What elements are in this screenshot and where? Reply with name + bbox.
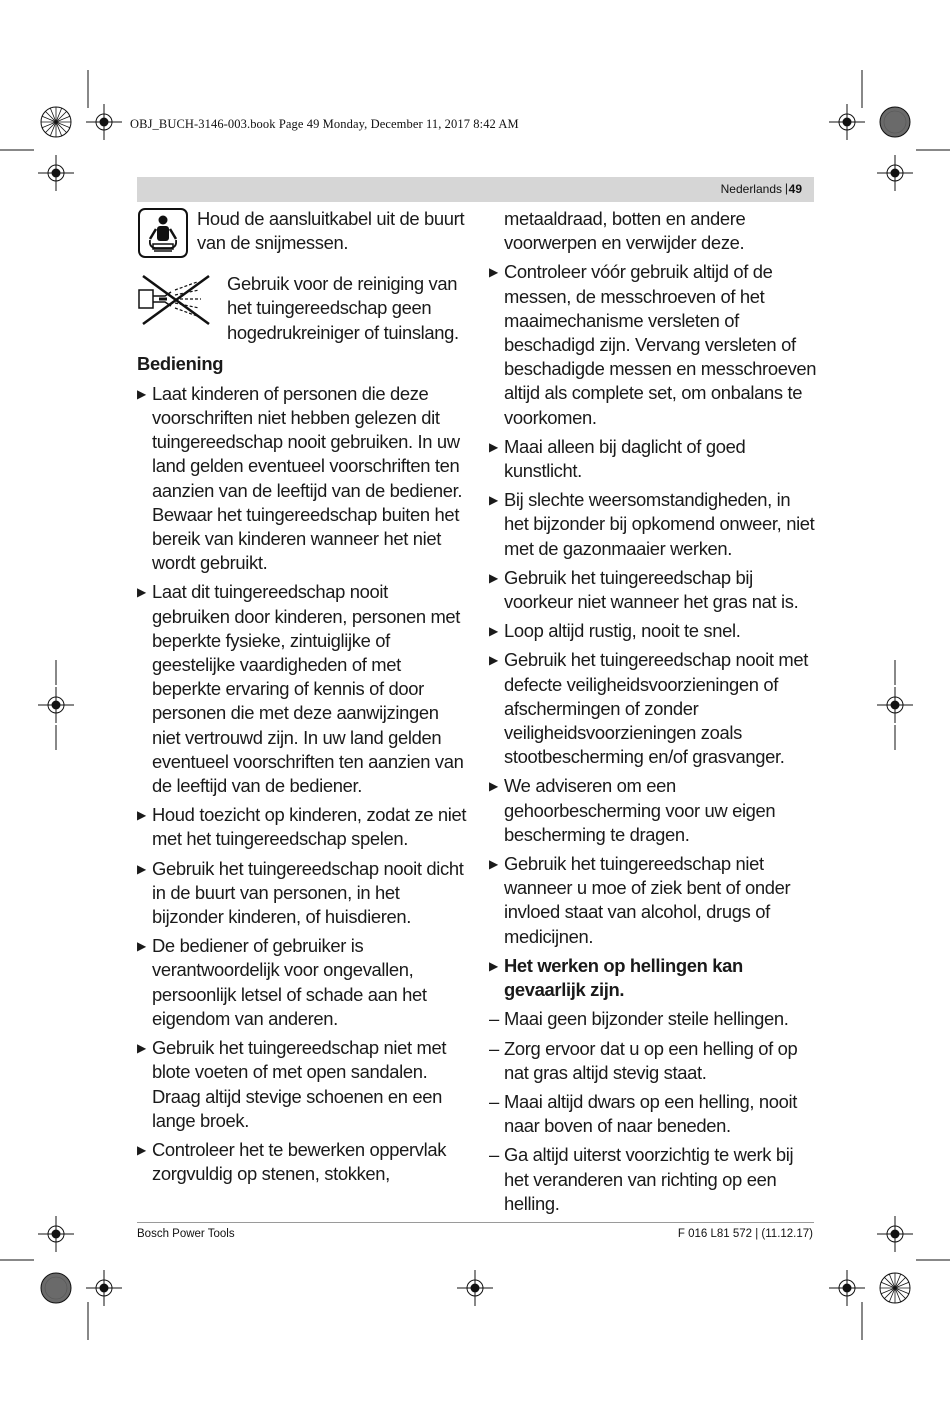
icon-note-text: Gebruik voor de reiniging van het tuingereedschap geen hogedrukreiniger of tuinslang. <box>227 273 459 343</box>
bullet-arrow-icon: ▶ <box>137 939 146 954</box>
bullet-arrow-icon: ▶ <box>137 1041 146 1056</box>
left-column <box>137 207 467 1191</box>
bullet-arrow-icon: ▶ <box>489 624 498 639</box>
list-item: ▶ Gebruik het tuingereedschap nooit met defecte veiligheidsvoorzieningen of afschermingen of zonder veiligheidsvoorzieningen zoals stootbescherming en/of grasvanger. <box>489 649 808 768</box>
header-language: Nederlands <box>720 182 782 196</box>
dash-marker: – <box>489 1090 499 1112</box>
list-item: ▶ De bediener of gebruiker is verantwoordelijk voor ongevallen, persoonlijk letsel of schade aan het eigendom van anderen. <box>137 935 427 1029</box>
footer-doc-number: F 016 L81 572 | (11.12.17) <box>677 1228 813 1240</box>
dash-marker: – <box>489 1144 499 1166</box>
bullet-arrow-icon: ▶ <box>489 857 498 872</box>
bullet-arrow-icon: ▶ <box>489 570 498 585</box>
dash-item: – Zorg ervoor dat u op een helling of op nat gras altijd stevig staat. <box>489 1037 798 1083</box>
page-number: 49 <box>788 182 802 196</box>
footer-rule <box>137 1222 814 1223</box>
list-item: ▶ Laat dit tuingereedschap nooit gebruiken door kinderen, personen met beperkte fysieke, zintuiglijke of geestelijke vaardigheden of met beperkte ervaring of kennis of door personen die met deze aanwijzingen niet vertrouwd zijn. In uw land gelden eventueel voorschriften ten aanzien van de leeftijd van de bediener. <box>137 581 464 797</box>
list-item-continuation: metaaldraad, botten en andere voorwerpen en verwijder deze. <box>504 208 746 254</box>
bullet-arrow-icon: ▶ <box>137 808 146 823</box>
right-column <box>489 207 819 1221</box>
icon-note-text: Houd de aansluitkabel uit de buurt van de snijmessen. <box>197 208 465 254</box>
bullet-arrow-icon: ▶ <box>489 265 498 280</box>
dash-marker: – <box>489 1008 499 1030</box>
print-header: OBJ_BUCH-3146-003.book Page 49 Monday, December 11, 2017 8:42 AM <box>130 117 519 131</box>
list-item: ▶ Gebruik het tuingereedschap bij voorkeur niet wanneer het gras nat is. <box>489 566 799 613</box>
bullet-arrow-icon: ▶ <box>489 958 498 973</box>
footer-brand: Bosch Power Tools <box>137 1228 235 1240</box>
list-item: ▶ Maai alleen bij daglicht of goed kunstlicht. <box>489 435 746 482</box>
dash-item: – Maai altijd dwars op een helling, nooit naar boven of naar beneden. <box>489 1090 798 1137</box>
list-item: ▶ Gebruik het tuingereedschap nooit dicht in de buurt van personen, in het bijzonder kinderen, of huisdieren. <box>137 857 464 928</box>
bullet-arrow-icon: ▶ <box>489 779 498 794</box>
dash-item: – Maai geen bijzonder steile hellingen. <box>489 1008 789 1030</box>
bullet-arrow-icon: ▶ <box>137 1142 146 1157</box>
language-header-bar <box>137 177 814 202</box>
bullet-arrow-icon: ▶ <box>137 585 146 600</box>
list-item-warning: ▶ Het werken op hellingen kan gevaarlijk zijn. <box>489 954 743 1001</box>
dash-item: – Ga altijd uiterst voorzichtig te werk bij het veranderen van richting op een helling. <box>489 1144 794 1214</box>
list-item: ▶ Controleer vóór gebruik altijd of de messen, de messchroeven of het maaimechanisme versleten of beschadigd zijn. Vervang versleten of beschadigde messen en messchroeven altijd als complete set, om onbalans te voorkomen. <box>489 261 817 428</box>
section-heading: Bediening <box>137 352 224 374</box>
bullet-arrow-icon: ▶ <box>489 439 498 454</box>
bullet-arrow-icon: ▶ <box>137 861 146 876</box>
bullet-arrow-icon: ▶ <box>489 653 498 668</box>
list-item: ▶ Loop altijd rustig, nooit te snel. <box>489 620 741 642</box>
cable-away-from-blades-icon <box>137 207 197 265</box>
bullet-arrow-icon: ▶ <box>137 386 146 401</box>
list-item: ▶ Bij slechte weersomstandigheden, in het bijzonder bij opkomend onweer, niet met de gazonmaaier werken. <box>489 489 815 559</box>
list-item: ▶ Gebruik het tuingereedschap niet wanneer u moe of ziek bent of onder invloed staat van alcohol, drugs of medicijnen. <box>489 853 791 947</box>
icon-note-cable <box>137 207 467 265</box>
no-pressure-washer-icon <box>137 272 227 334</box>
bullet-arrow-icon: ▶ <box>489 493 498 508</box>
list-item: ▶ We adviseren om een gehoorbescherming voor uw eigen bescherming te dragen. <box>489 775 776 845</box>
list-item: ▶ Laat kinderen of personen die deze voorschriften niet hebben gelezen dit tuingereedschap nooit gebruiken. In uw land gelden eventueel voorschriften ten aanzien van de leeftijd van de bediener. Bewaar het tuingereedschap buiten het bereik van kinderen wanneer het niet wordt gebruikt. <box>137 382 463 574</box>
icon-note-pressure-washer <box>137 272 467 345</box>
header-separator: | <box>784 181 788 195</box>
list-item: ▶ Houd toezicht op kinderen, zodat ze niet met het tuingereedschap spelen. <box>137 804 467 850</box>
dash-marker: – <box>489 1037 499 1059</box>
list-item: ▶ Controleer het te bewerken oppervlak zorgvuldig op stenen, stokken, <box>137 1138 447 1185</box>
list-item: ▶ Gebruik het tuingereedschap niet met blote voeten of met open sandalen. Draag altijd stevige schoenen en een lange broek. <box>137 1037 447 1131</box>
